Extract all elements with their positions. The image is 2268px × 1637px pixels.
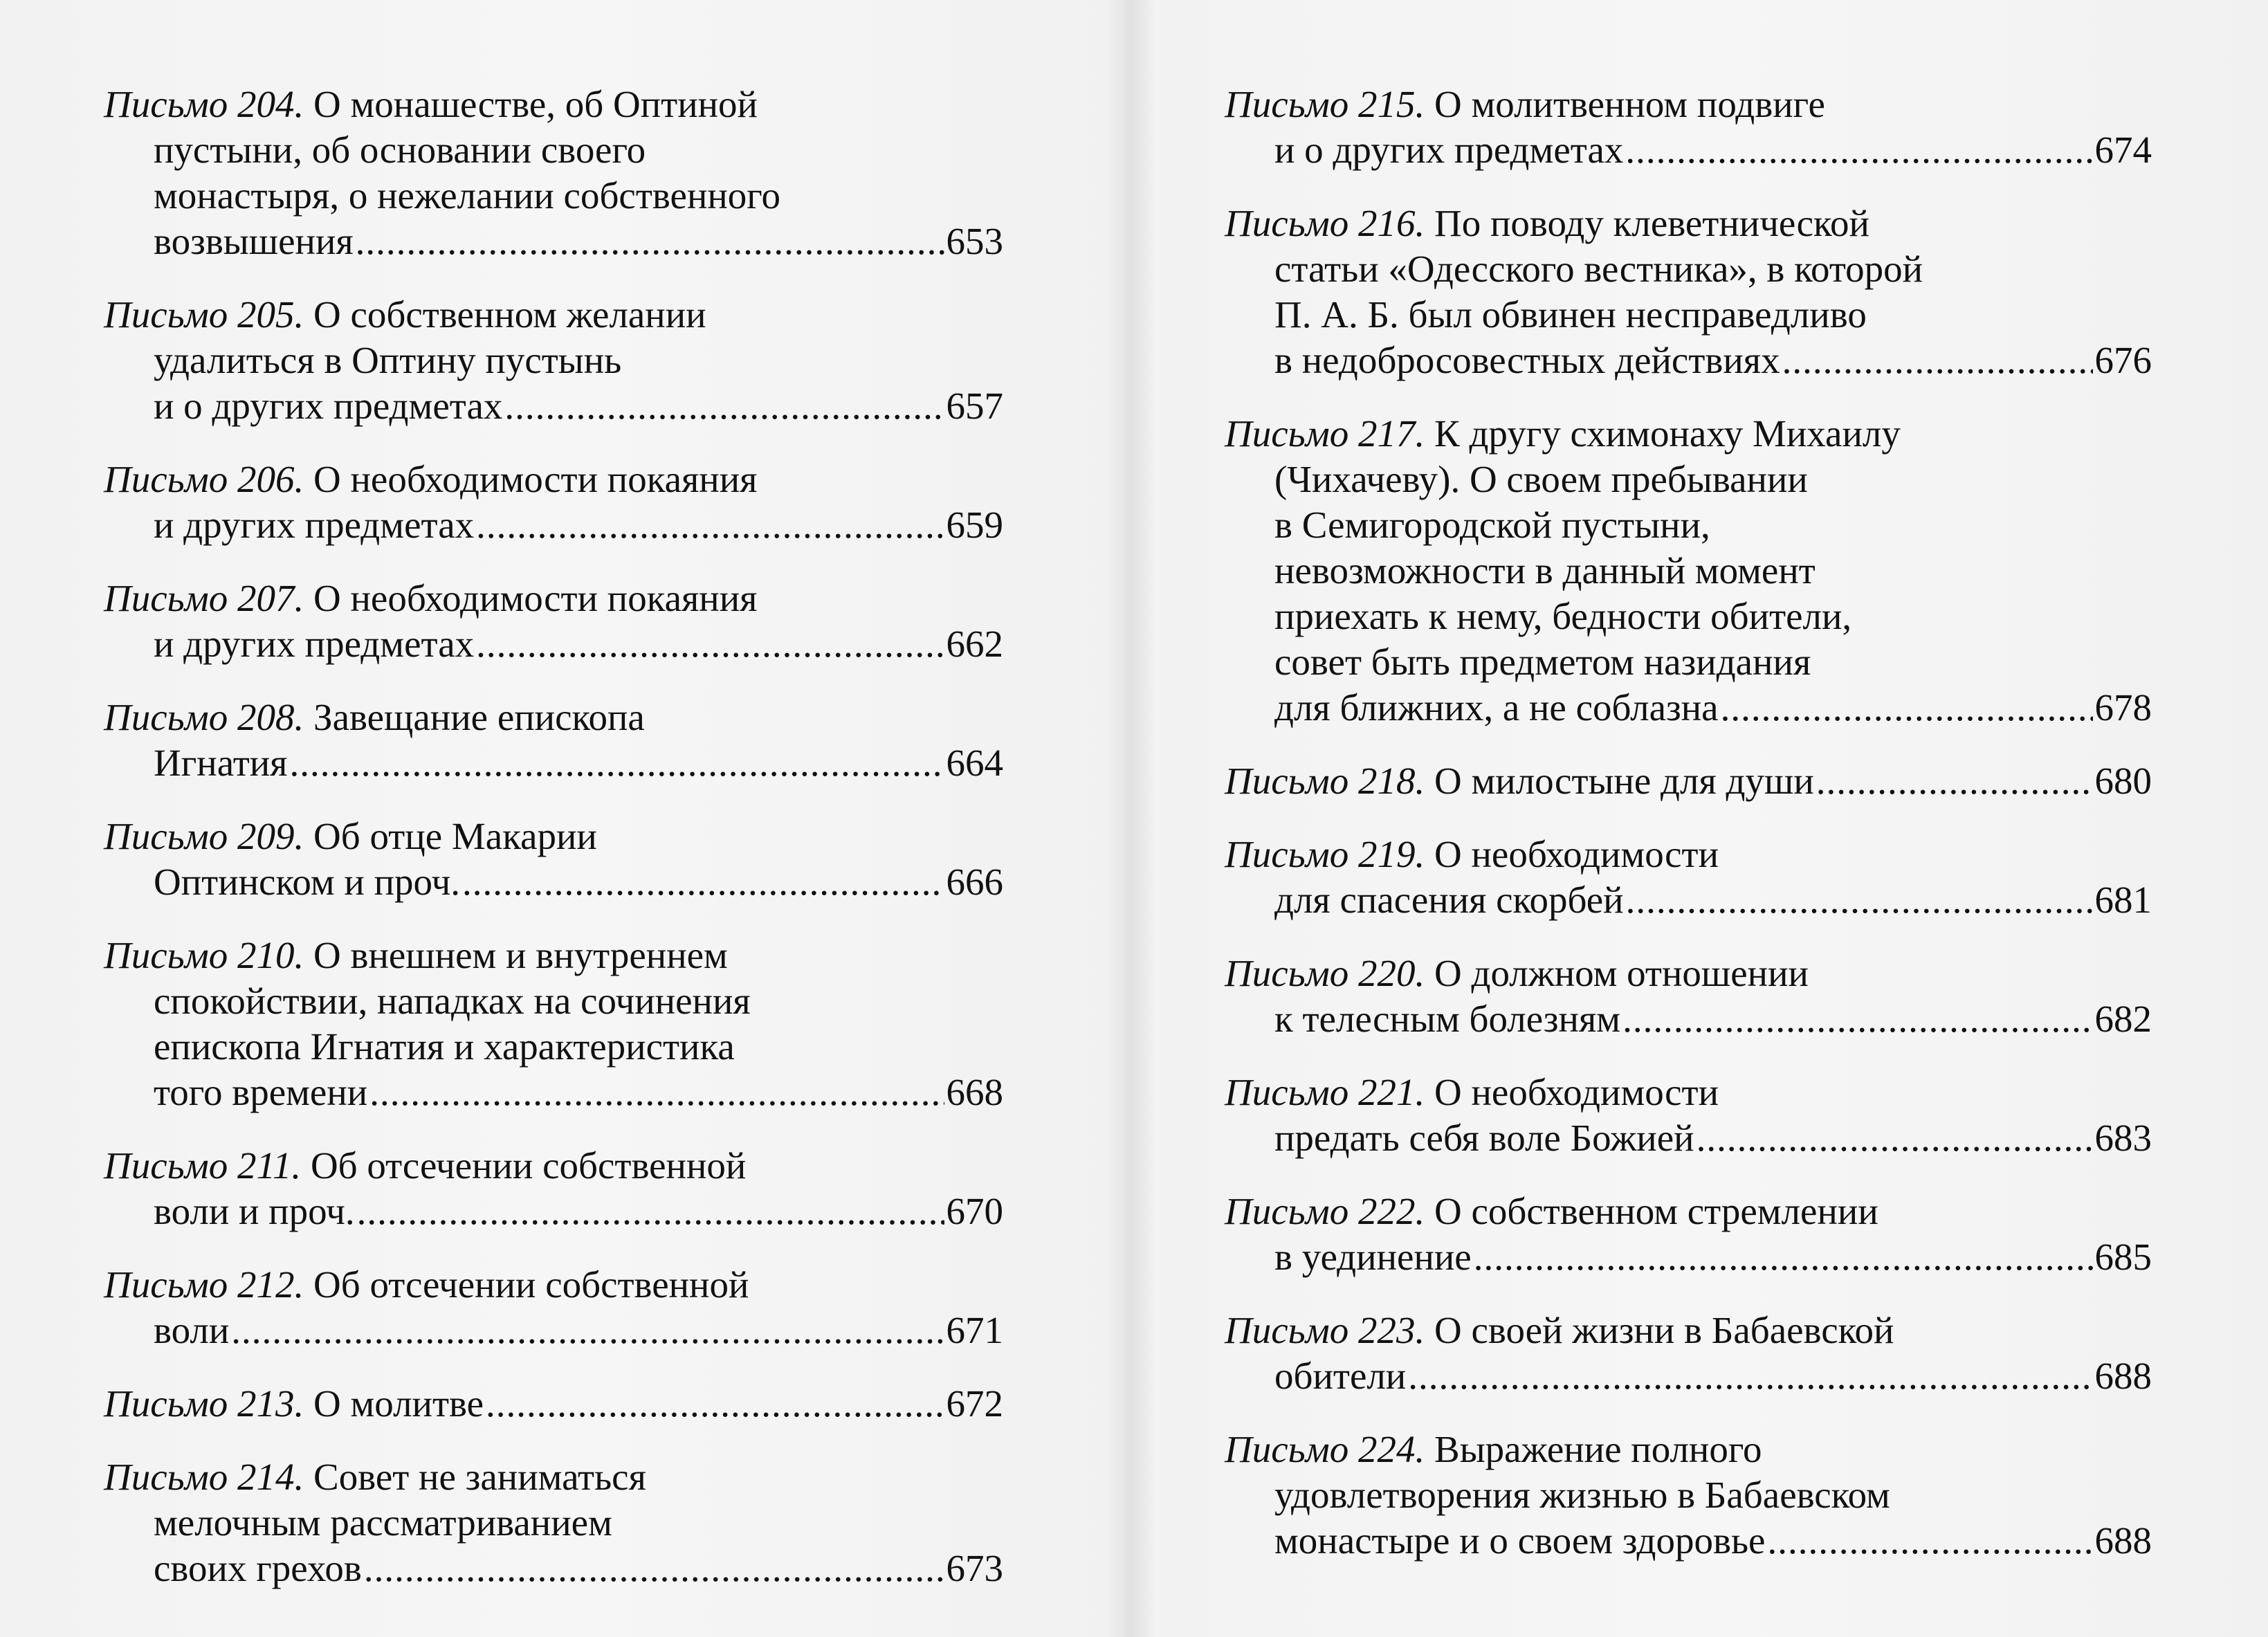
toc-entry-line: [1225, 1115, 2152, 1161]
page-number: 670: [946, 1190, 1003, 1232]
left-toc-column: [104, 82, 1003, 1619]
page-number: 681: [2094, 879, 2152, 921]
letter-label: Письмо 219.: [1225, 833, 1425, 875]
dot-leader: [357, 1189, 944, 1234]
left-page: [0, 0, 1128, 1637]
entry-title-text: для спасения скорбей: [1274, 879, 1624, 921]
toc-entry: [104, 576, 1003, 667]
page-number: 683: [2094, 1117, 2152, 1159]
page-number: 653: [946, 220, 1003, 262]
dot-leader: [1408, 1353, 2092, 1399]
entry-title-text: О необходимости: [1434, 1071, 1719, 1113]
letter-label: Письмо 208.: [104, 696, 304, 738]
toc-entry-line: [1225, 457, 2152, 502]
toc-entry-line: [104, 1381, 1003, 1427]
entry-title-text: О монашестве, об Оптиной: [313, 83, 758, 125]
toc-entry-line: [1225, 594, 2152, 639]
letter-label: Письмо 207.: [104, 577, 304, 619]
toc-entry: [104, 1262, 1003, 1353]
letter-label: Письмо 213.: [104, 1382, 304, 1425]
entry-title-text: спокойствии, нападках на сочинения: [154, 980, 751, 1022]
letter-label: Письмо 212.: [104, 1263, 304, 1306]
toc-entry-line: [104, 338, 1003, 383]
dot-leader: [1626, 877, 2093, 923]
toc-entry-line: [1225, 832, 2152, 877]
entry-title-text: и других предметах: [154, 623, 475, 665]
dot-leader: [476, 621, 944, 667]
dot-leader: [364, 1546, 944, 1591]
letter-label: Письмо 210.: [104, 934, 304, 976]
toc-entry: [1225, 201, 2152, 383]
dot-leader: [1622, 996, 2092, 1042]
toc-entry-line: [1225, 639, 2152, 685]
page-number: 678: [2094, 686, 2152, 729]
dot-leader: [476, 502, 944, 548]
entry-title-text: О молитве: [313, 1382, 484, 1425]
toc-entry-line: [1225, 951, 2152, 996]
toc-entry-line: [1225, 246, 2152, 292]
entry-title-text: невозможности в данный момент: [1274, 549, 1816, 592]
entry-title-text: Совет не заниматься: [313, 1456, 646, 1498]
entry-title-text: О необходимости покаяния: [313, 577, 758, 619]
entry-title-text: и о других предметах: [1274, 129, 1624, 171]
page-number: 672: [946, 1382, 1003, 1425]
toc-entry-line: [1225, 1472, 2152, 1518]
entry-title-text: Оптинском и проч.: [154, 861, 461, 903]
entry-title-text: Завещание епископа: [313, 696, 645, 738]
toc-entry-line: [104, 695, 1003, 740]
toc-entry: [1225, 1427, 2152, 1564]
page-number: 668: [946, 1071, 1003, 1113]
toc-entry-line: [1225, 685, 2152, 731]
toc-entry-line: [104, 814, 1003, 859]
entry-title-text: к телесным болезням: [1274, 998, 1621, 1040]
letter-label: Письмо 205.: [104, 293, 304, 336]
toc-entry-line: [1225, 996, 2152, 1042]
toc-entry-line: [104, 292, 1003, 338]
entry-title-text: монастыря, о нежелании собственного: [154, 174, 780, 217]
entry-title-text: О милостыне для души: [1434, 760, 1814, 802]
toc-entry-line: [104, 502, 1003, 548]
toc-entry-line: [1225, 1234, 2152, 1280]
entry-title-text: О необходимости: [1434, 833, 1719, 875]
toc-entry-line: [1225, 1189, 2152, 1234]
toc-entry-line: [104, 1024, 1003, 1070]
toc-entry: [104, 1143, 1003, 1234]
toc-entry-line: [104, 621, 1003, 667]
entry-title-text: По поводу клеветнической: [1434, 202, 1869, 244]
dot-leader: [356, 219, 944, 264]
entry-title-text: Об отце Макарии: [313, 815, 597, 857]
toc-entry-line: [104, 1262, 1003, 1308]
toc-entry-line: [104, 457, 1003, 502]
right-toc-column: [1225, 82, 2152, 1591]
toc-entry-line: [1225, 502, 2152, 548]
toc-entry-line: [104, 1308, 1003, 1353]
entry-title-text: монастыре и о своем здоровье: [1274, 1519, 1766, 1562]
entry-title-text: и о других предметах: [154, 385, 503, 427]
entry-title-text: для ближних, а не соблазна: [1274, 686, 1719, 729]
page-number: 680: [2094, 760, 2152, 802]
toc-entry-line: [1225, 411, 2152, 457]
dot-leader: [1767, 1518, 2092, 1564]
entry-title-text: К другу схимонаху Михаилу: [1434, 412, 1901, 455]
page-number: 671: [946, 1309, 1003, 1351]
toc-entry: [1225, 951, 2152, 1042]
toc-entry: [104, 82, 1003, 264]
page-number: 666: [946, 861, 1003, 903]
toc-entry-line: [104, 127, 1003, 173]
toc-entry: [104, 1454, 1003, 1591]
letter-label: Письмо 222.: [1225, 1190, 1425, 1232]
letter-label: Письмо 206.: [104, 458, 304, 500]
entry-title-text: совет быть предметом назидания: [1274, 641, 1811, 683]
dot-leader: [231, 1308, 944, 1353]
toc-entry: [1225, 758, 2152, 804]
entry-title-text: в уединение: [1274, 1236, 1472, 1278]
toc-entry-line: [104, 1189, 1003, 1234]
entry-title-text: О должном отношении: [1434, 952, 1809, 994]
letter-label: Письмо 211.: [104, 1144, 302, 1187]
page-number: 657: [946, 385, 1003, 427]
letter-label: Письмо 218.: [1225, 760, 1425, 802]
dot-leader: [1474, 1234, 2093, 1280]
entry-title-text: епископа Игнатия и характеристика: [154, 1025, 735, 1068]
toc-entry-line: [104, 978, 1003, 1024]
toc-entry-line: [104, 1143, 1003, 1189]
toc-entry: [1225, 1189, 2152, 1280]
toc-entry-line: [104, 219, 1003, 264]
toc-entry-line: [1225, 1070, 2152, 1115]
toc-entry-line: [1225, 758, 2152, 804]
entry-title-text: Выражение полного: [1434, 1428, 1762, 1470]
page-number: 682: [2094, 998, 2152, 1040]
toc-entry: [104, 457, 1003, 548]
dot-leader: [289, 740, 944, 786]
toc-entry-line: [1225, 338, 2152, 383]
toc-entry: [104, 695, 1003, 786]
toc-entry: [1225, 1070, 2152, 1161]
letter-label: Письмо 216.: [1225, 202, 1425, 244]
letter-label: Письмо 209.: [104, 815, 304, 857]
entry-title-text: Игнатия: [154, 742, 288, 784]
page-number: 674: [2094, 129, 2152, 171]
entry-title-text: пустыни, об основании своего: [154, 129, 646, 171]
entry-title-text: воли и проч.: [154, 1190, 355, 1232]
entry-title-text: обители: [1274, 1355, 1407, 1397]
toc-entry-line: [1225, 127, 2152, 173]
toc-entry: [1225, 1308, 2152, 1399]
toc-entry: [1225, 82, 2152, 173]
letter-label: Письмо 223.: [1225, 1309, 1425, 1351]
toc-entry-line: [1225, 1353, 2152, 1399]
dot-leader: [1697, 1115, 2093, 1161]
toc-entry-line: [1225, 292, 2152, 338]
toc-entry-line: [1225, 548, 2152, 594]
entry-title-text: О собственном желании: [313, 293, 706, 336]
toc-entry-line: [104, 859, 1003, 905]
toc-entry: [1225, 411, 2152, 731]
toc-entry-line: [104, 173, 1003, 219]
entry-title-text: удовлетворения жизнью в Бабаевском: [1274, 1474, 1890, 1516]
toc-entry-line: [1225, 82, 2152, 127]
page-number: 688: [2094, 1519, 2152, 1562]
book-gutter: [1107, 0, 1155, 1637]
entry-title-text: своих грехов: [154, 1547, 362, 1589]
entry-title-text: О внешнем и внутреннем: [313, 934, 728, 976]
letter-label: Письмо 204.: [104, 83, 304, 125]
entry-title-text: того времени: [154, 1071, 368, 1113]
toc-entry-line: [1225, 1518, 2152, 1564]
toc-entry-line: [104, 82, 1003, 127]
toc-entry-line: [104, 1454, 1003, 1500]
entry-title-text: и других предметах: [154, 504, 475, 546]
toc-entry-line: [1225, 1308, 2152, 1353]
entry-title-text: в недобросовестных действиях: [1274, 339, 1780, 381]
page-number: 688: [2094, 1355, 2152, 1397]
letter-label: Письмо 220.: [1225, 952, 1425, 994]
letter-label: Письмо 224.: [1225, 1428, 1425, 1470]
entry-title-text: Об отсечении собственной: [310, 1144, 747, 1187]
toc-entry-line: [104, 576, 1003, 621]
letter-label: Письмо 214.: [104, 1456, 304, 1498]
entry-title-text: в Семигородской пустыни,: [1274, 504, 1710, 546]
entry-title-text: О собственном стремлении: [1434, 1190, 1878, 1232]
entry-title-text: Об отсечении собственной: [313, 1263, 749, 1306]
page-number: 676: [2094, 339, 2152, 381]
toc-entry: [104, 933, 1003, 1115]
entry-title-text: удалиться в Оптину пустынь: [154, 339, 622, 381]
toc-entry: [104, 814, 1003, 905]
entry-title-text: О молитвенном подвиге: [1434, 83, 1825, 125]
dot-leader: [486, 1381, 944, 1427]
toc-entry-line: [104, 740, 1003, 786]
entry-title-text: приехать к нему, бедности обители,: [1274, 595, 1852, 637]
entry-title-text: возвышения: [154, 220, 354, 262]
entry-title-text: предать себя воле Божией: [1274, 1117, 1694, 1159]
toc-entry-line: [104, 1500, 1003, 1546]
dot-leader: [369, 1070, 944, 1115]
toc-entry: [1225, 832, 2152, 923]
dot-leader: [1782, 338, 2093, 383]
entry-title-text: воли: [154, 1309, 230, 1351]
entry-title-text: П. А. Б. был обвинен несправедливо: [1274, 293, 1867, 336]
toc-entry-line: [104, 933, 1003, 978]
toc-entry-line: [1225, 877, 2152, 923]
page-number: 659: [946, 504, 1003, 546]
page-number: 685: [2094, 1236, 2152, 1278]
dot-leader: [1721, 685, 2093, 731]
dot-leader: [1625, 127, 2092, 173]
toc-entry-line: [104, 383, 1003, 429]
page-number: 673: [946, 1547, 1003, 1589]
letter-label: Письмо 217.: [1225, 412, 1425, 455]
entry-title-text: (Чихачеву). О своем пребывании: [1274, 458, 1808, 500]
page-number: 662: [946, 623, 1003, 665]
toc-entry-line: [104, 1070, 1003, 1115]
toc-entry: [104, 292, 1003, 429]
toc-entry-line: [1225, 201, 2152, 246]
letter-label: Письмо 215.: [1225, 83, 1425, 125]
dot-leader: [1816, 758, 2093, 804]
entry-title-text: О необходимости покаяния: [313, 458, 758, 500]
right-page: [1128, 0, 2268, 1637]
entry-title-text: мелочным рассматриванием: [154, 1501, 612, 1544]
toc-entry-line: [1225, 1427, 2152, 1472]
dot-leader: [504, 383, 944, 429]
page-number: 664: [946, 742, 1003, 784]
entry-title-text: статьи «Одесского вестника», в которой: [1274, 248, 1923, 290]
dot-leader: [462, 859, 944, 905]
toc-entry: [104, 1381, 1003, 1427]
entry-title-text: О своей жизни в Бабаевской: [1434, 1309, 1894, 1351]
toc-entry-line: [104, 1546, 1003, 1591]
letter-label: Письмо 221.: [1225, 1071, 1425, 1113]
